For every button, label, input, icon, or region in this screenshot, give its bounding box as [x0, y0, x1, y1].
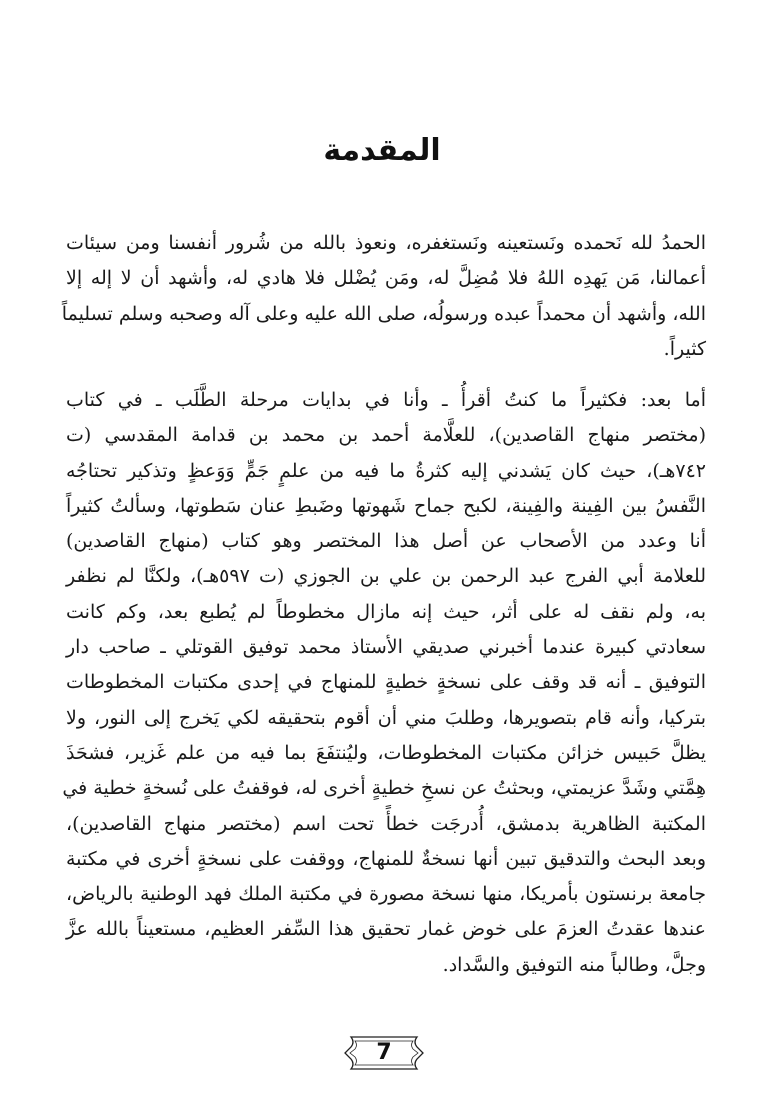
- text-line: الله، وأشهد أن محمداً عبده ورسولُه، صلى الله عليه وعلى آله وصحبه وسلم تسليماً: [61, 302, 706, 325]
- text-line: التوفيق ـ أنه قد وقف على نسخةٍ خطيةٍ للمنهاج في إحدى مكتبات المخطوطات: [66, 671, 706, 694]
- text-line: كثيراً.: [663, 337, 706, 360]
- text-line: به، ولم نقف له على أثر، حيث إنه مازال مخطوطاً لم يُطبع بعد، وكم كانت: [66, 600, 706, 623]
- text-line: المكتبة الظاهرية بدمشق، أُدرجَت خطأً تحت اسم (مختصر منهاج القاصدين)،: [66, 812, 706, 835]
- text-line: هِمَّتي وشَدَّ عزيمتي، وبحثتُ عن نسخِ خطيةٍ أخرى له، فوقفتُ على نُسخةٍ خطية في: [62, 777, 706, 800]
- text-line: أنا وعدد من الأصحاب عن أصل هذا المختصر وهو كتاب (منهاج القاصدين): [66, 530, 706, 553]
- text-line: (مختصر منهاج القاصدين)، للعلَّامة أحمد بن محمد بن قدامة المقدسي (ت: [66, 424, 706, 447]
- text-line: سعادتي كبيرة عندما أخبرني صديقي الأستاذ محمد توفيق القوتلي ـ صاحب دار: [66, 636, 706, 659]
- text-line: بتركيا، وأنه قام بتصويرها، وطلبَ مني أن أقوم بتحقيقه لكي يَخرج إلى النور، ولا: [66, 706, 706, 729]
- text-line: الحمدُ لله نَحمده ونَستعينه ونَستغفره، ونعوذ بالله من شُرور أنفسنا ومن سيئات: [66, 232, 706, 254]
- text-line: جامعة برنستون بأمريكا، منها نسخة مصورة في مكتبة الملك فهد الوطنية بالرياض،: [66, 883, 706, 906]
- text-line: ٧٤٢هـ)، حيث كان يَشدني إليه كثرةُ ما فيه من علمٍ جَمٍّ وَوَعظٍ وتذكير تحتاجُه: [66, 459, 706, 482]
- page-number: 7: [376, 1040, 392, 1065]
- text-line: يظلَّ حَبيس خزائن مكتبات المخطوطات، وليُنتفَعَ بما فيه من علم غَزير، فشحَذَ: [66, 741, 706, 764]
- text-line: وجلَّ، وطالباً منه التوفيق والسَّداد.: [442, 953, 706, 976]
- page-title: المقدمة: [323, 133, 441, 168]
- text-line: عندها عقدتُ العزمَ على خوض غمار تحقيق هذا السِّفر العظيم، مستعيناً بالله عزَّ: [66, 918, 706, 941]
- page-number-frame: [341, 1034, 427, 1072]
- text-line: أعمالنا، مَن يَهدِه اللهُ فلا مُضِلَّ له، ومَن يُضْلل فلا هادي له، وأشهد أن لا إله إلا: [66, 267, 706, 290]
- text-line: أما بعد: فكثيراً ما كنتُ أقرأُ ـ وأنا في بدايات مرحلة الطَّلَب ـ في كتاب: [66, 389, 706, 411]
- text-line: النَّفسُ بين الفِينة والفِينة، لكبح جماح شَهوتها وضَبطِ عنان سَطوتها، وسألتُ كثيراً: [66, 494, 706, 517]
- paragraph-main: [62, 383, 706, 983]
- text-line: وبعد البحث والتدقيق تبين أنها نسخةٌ للمنهاج، ووقفت على نسخةٍ أخرى في مكتبة: [66, 847, 706, 870]
- paragraph-opening: [61, 226, 706, 367]
- text-line: للعلامة أبي الفرج عبد الرحمن بن علي بن الجوزي (ت ٥٩٧هـ)، ولكنَّا لم نظفر: [66, 565, 706, 588]
